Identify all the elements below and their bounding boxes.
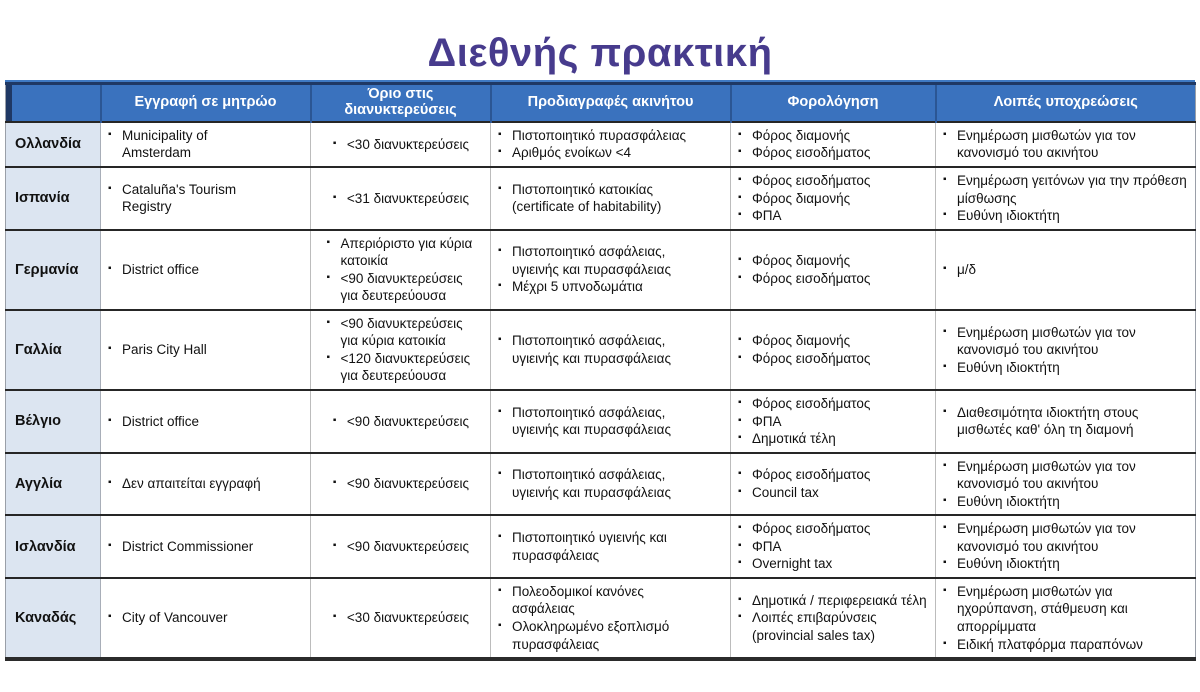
cell-specs [491, 167, 731, 230]
bullet-item: ▪ Αριθμός ενοίκων <4 [497, 144, 706, 162]
table-row [6, 167, 1196, 230]
bullet-item: ▪ Φόρος εισοδήματος [737, 466, 929, 484]
bullet-item: ▪ Paris City Hall [107, 341, 276, 359]
slide [0, 32, 1200, 692]
header-cell-limit: Όριο στις διανυκτερεύσεις [311, 84, 491, 122]
cell-tax [731, 167, 936, 230]
bullet-item: ▪ District Commissioner [107, 538, 276, 556]
bullet-item: ▪ Φόρος διαμονής [737, 332, 929, 350]
bullet-item: ▪ Φόρος διαμονής [737, 127, 929, 145]
bullet-item: ▪ ΦΠΑ [737, 413, 929, 431]
bullet-item: ▪ Ολοκληρωμένο εξοπλισμό πυρασφάλειας [497, 618, 706, 653]
header-cell-tax: Φορολόγηση [731, 84, 936, 122]
cell-other [936, 515, 1196, 578]
specs-bullet-list [497, 332, 706, 367]
bullet-item: ▪ ΦΠΑ [737, 538, 929, 556]
cell-registration [101, 453, 311, 516]
cell-limit [311, 453, 491, 516]
cell-limit [311, 122, 491, 167]
cell-specs [491, 230, 731, 310]
bullet-item: ▪ Municipality of Amsterdam [107, 127, 276, 162]
bullet-item: ▪ District office [107, 413, 276, 431]
bullet-item: ▪ Ενημέρωση μισθωτών για ηχορύπανση, στάθμευση και απορρίμματα [942, 583, 1189, 636]
country-cell: Γαλλία [6, 310, 101, 390]
header-cell-specs: Προδιαγραφές ακινήτου [491, 84, 731, 122]
specs-bullet-list [497, 127, 706, 162]
limit-bullet-list [332, 538, 469, 556]
limit-bullet-list [332, 190, 469, 208]
registration-bullet-list [107, 413, 276, 431]
table-row [6, 578, 1196, 659]
country-cell: Βέλγιο [6, 390, 101, 453]
bullet-item: ▪ Πιστοποιητικό κατοικίας (certificate of habitability) [497, 181, 706, 216]
bullet-item: ▪ District office [107, 261, 276, 279]
cell-limit [311, 390, 491, 453]
other-bullet-list [942, 172, 1189, 225]
cell-other [936, 578, 1196, 659]
bullet-item: ▪ Λοιπές επιβαρύνσεις (provincial sales tax) [737, 609, 929, 644]
limit-bullet-list [326, 235, 476, 305]
specs-bullet-list [497, 583, 706, 653]
bullet-item: ▪ Ενημέρωση μισθωτών για τον κανονισμό του ακινήτου [942, 324, 1189, 359]
registration-bullet-list [107, 261, 276, 279]
bullet-item: ▪ Φόρος εισοδήματος [737, 144, 929, 162]
bullet-item: ▪ Πιστοποιητικό πυρασφάλειας [497, 127, 706, 145]
cell-registration [101, 122, 311, 167]
cell-tax [731, 230, 936, 310]
header-row [6, 84, 1196, 122]
bullet-item: ▪ Πιστοποιητικό ασφάλειας, υγιεινής και πυρασφάλειας [497, 332, 706, 367]
other-bullet-list [942, 324, 1189, 377]
registration-bullet-list [107, 609, 276, 627]
cell-limit [311, 230, 491, 310]
limit-bullet-list [332, 609, 469, 627]
bullet-item: ▪ <31 διανυκτερεύσεις [332, 190, 469, 208]
bullet-item: ▪ Φόρος διαμονής [737, 190, 929, 208]
bullet-item: ▪ Διαθεσιμότητα ιδιοκτήτη στους μισθωτές καθ' όλη τη διαμονή [942, 404, 1189, 439]
cell-specs [491, 390, 731, 453]
bullet-item: ▪ <90 διανυκτερεύσεις για δευτερεύουσα [326, 270, 476, 305]
bullet-item: ▪ Φόρος εισοδήματος [737, 270, 929, 288]
bullet-item: ▪ Φόρος εισοδήματος [737, 395, 929, 413]
limit-bullet-list [332, 413, 469, 431]
cell-tax [731, 453, 936, 516]
country-cell: Καναδάς [6, 578, 101, 659]
cell-specs [491, 515, 731, 578]
registration-bullet-list [107, 538, 276, 556]
bullet-item: ▪ <30 διανυκτερεύσεις [332, 609, 469, 627]
tax-bullet-list [737, 172, 929, 225]
specs-bullet-list [497, 181, 706, 216]
cell-other [936, 122, 1196, 167]
bullet-item: ▪ Δεν απαιτείται εγγραφή [107, 475, 276, 493]
bullet-item: ▪ Ευθύνη ιδιοκτήτη [942, 493, 1189, 511]
bullet-item: ▪ Ενημέρωση μισθωτών για τον κανονισμό του ακινήτου [942, 458, 1189, 493]
cell-other [936, 167, 1196, 230]
limit-bullet-list [332, 136, 469, 154]
cell-tax [731, 515, 936, 578]
cell-tax [731, 390, 936, 453]
bullet-item: ▪ City of Vancouver [107, 609, 276, 627]
limit-bullet-list [326, 315, 476, 385]
cell-other [936, 230, 1196, 310]
cell-tax [731, 578, 936, 659]
bullet-item: ▪ Δημοτικά τέλη [737, 430, 929, 448]
bullet-item: ▪ μ/δ [942, 261, 1189, 279]
header-cell-country [6, 84, 101, 122]
cell-limit [311, 515, 491, 578]
table-wrap [5, 80, 1195, 661]
table-row [6, 515, 1196, 578]
table-row [6, 310, 1196, 390]
country-cell: Γερμανία [6, 230, 101, 310]
bullet-item: ▪ <90 διανυκτερεύσεις [332, 538, 469, 556]
bullet-item: ▪ Δημοτικά / περιφερειακά τέλη [737, 592, 929, 610]
international-practice-table [5, 82, 1196, 661]
bullet-item: ▪ Φόρος εισοδήματος [737, 172, 929, 190]
other-bullet-list [942, 127, 1189, 162]
bullet-item: ▪ Ενημέρωση μισθωτών για τον κανονισμό του ακινήτου [942, 520, 1189, 555]
bullet-item: ▪ Πιστοποιητικό ασφάλειας, υγιεινής και πυρασφάλειας [497, 404, 706, 439]
bullet-item: ▪ Πολεοδομικοί κανόνες ασφάλειας [497, 583, 706, 618]
tax-bullet-list [737, 395, 929, 448]
cell-tax [731, 122, 936, 167]
registration-bullet-list [107, 475, 276, 493]
page-title: Διεθνής πρακτική [427, 31, 773, 75]
other-bullet-list [942, 583, 1189, 653]
cell-specs [491, 453, 731, 516]
cell-limit [311, 167, 491, 230]
bullet-item: ▪ <120 διανυκτερεύσεις για δευτερεύουσα [326, 350, 476, 385]
bullet-item: ▪ Ειδική πλατφόρμα παραπόνων [942, 636, 1189, 654]
bullet-item: ▪ Πιστοποιητικό ασφάλειας, υγιεινής και πυρασφάλειας [497, 466, 706, 501]
cell-other [936, 453, 1196, 516]
bullet-item: ▪ Cataluña's Tourism Registry [107, 181, 276, 216]
tax-bullet-list [737, 466, 929, 501]
other-bullet-list [942, 404, 1189, 439]
cell-registration [101, 230, 311, 310]
bullet-item: ▪ Πιστοποιητικό ασφάλειας, υγιεινής και πυρασφάλειας [497, 243, 706, 278]
registration-bullet-list [107, 127, 276, 162]
registration-bullet-list [107, 181, 276, 216]
specs-bullet-list [497, 243, 706, 296]
table-row [6, 230, 1196, 310]
specs-bullet-list [497, 529, 706, 564]
tax-bullet-list [737, 592, 929, 645]
bullet-item: ▪ Overnight tax [737, 555, 929, 573]
other-bullet-list [942, 458, 1189, 511]
country-cell: Ισλανδία [6, 515, 101, 578]
other-bullet-list [942, 520, 1189, 573]
tax-bullet-list [737, 127, 929, 162]
bullet-item: ▪ <90 διανυκτερεύσεις για κύρια κατοικία [326, 315, 476, 350]
bullet-item: ▪ Ευθύνη ιδιοκτήτη [942, 359, 1189, 377]
other-bullet-list [942, 261, 1189, 279]
specs-bullet-list [497, 466, 706, 501]
bullet-item: ▪ Council tax [737, 484, 929, 502]
table-row [6, 453, 1196, 516]
bullet-item: ▪ ΦΠΑ [737, 207, 929, 225]
cell-registration [101, 167, 311, 230]
cell-other [936, 390, 1196, 453]
cell-limit [311, 578, 491, 659]
header-cell-other: Λοιπές υποχρεώσεις [936, 84, 1196, 122]
tax-bullet-list [737, 520, 929, 573]
bullet-item: ▪ Μέχρι 5 υπνοδωμάτια [497, 278, 706, 296]
cell-specs [491, 578, 731, 659]
registration-bullet-list [107, 341, 276, 359]
cell-limit [311, 310, 491, 390]
limit-bullet-list [332, 475, 469, 493]
cell-registration [101, 390, 311, 453]
cell-registration [101, 310, 311, 390]
bullet-item: ▪ <90 διανυκτερεύσεις [332, 413, 469, 431]
bullet-item: ▪ Φόρος διαμονής [737, 252, 929, 270]
bullet-item: ▪ Φόρος εισοδήματος [737, 520, 929, 538]
table-body [6, 122, 1196, 659]
table-row [6, 122, 1196, 167]
header-cell-registration: Εγγραφή σε μητρώο [101, 84, 311, 122]
specs-bullet-list [497, 404, 706, 439]
cell-specs [491, 310, 731, 390]
bullet-item: ▪ <90 διανυκτερεύσεις [332, 475, 469, 493]
bullet-item: ▪ Πιστοποιητικό υγιεινής και πυρασφάλειας [497, 529, 706, 564]
bullet-item: ▪ Ευθύνη ιδιοκτήτη [942, 207, 1189, 225]
cell-specs [491, 122, 731, 167]
cell-other [936, 310, 1196, 390]
country-cell: Ισπανία [6, 167, 101, 230]
cell-tax [731, 310, 936, 390]
cell-registration [101, 515, 311, 578]
tax-bullet-list [737, 252, 929, 287]
cell-registration [101, 578, 311, 659]
bullet-item: ▪ Απεριόριστο για κύρια κατοικία [326, 235, 476, 270]
country-cell: Αγγλία [6, 453, 101, 516]
bullet-item: ▪ <30 διανυκτερεύσεις [332, 136, 469, 154]
tax-bullet-list [737, 332, 929, 367]
country-cell: Ολλανδία [6, 122, 101, 167]
bullet-item: ▪ Ενημέρωση μισθωτών για τον κανονισμό του ακινήτου [942, 127, 1189, 162]
bullet-item: ▪ Ευθύνη ιδιοκτήτη [942, 555, 1189, 573]
bullet-item: ▪ Φόρος εισοδήματος [737, 350, 929, 368]
table-row [6, 390, 1196, 453]
bullet-item: ▪ Ενημέρωση γειτόνων για την πρόθεση μίσθωσης [942, 172, 1189, 207]
